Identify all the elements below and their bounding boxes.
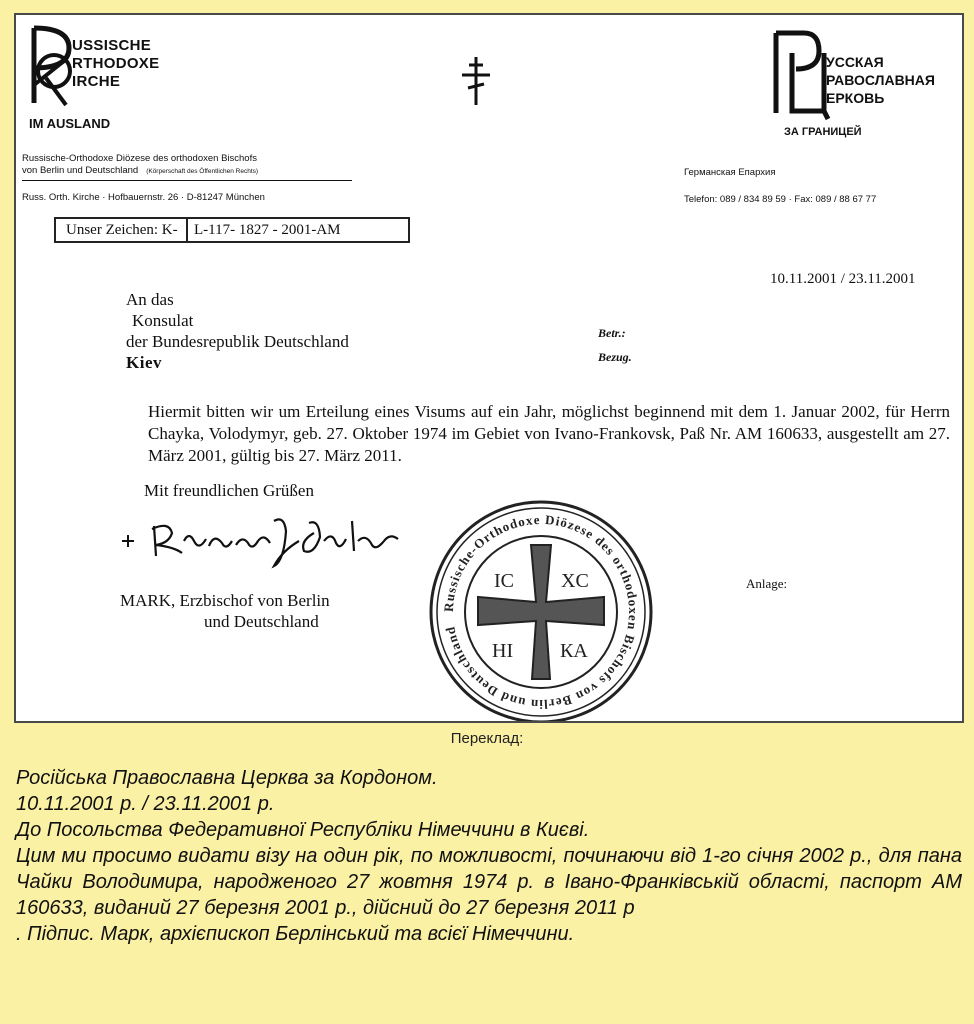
rpc-monogram-icon <box>764 23 834 123</box>
anlage-label: Anlage: <box>746 576 788 591</box>
letter-greeting: Mit freundlichen Grüßen <box>144 481 314 500</box>
logo-right-text <box>826 53 935 107</box>
seal-letters-3: НІ <box>492 640 514 662</box>
recipient-line4: Kiev <box>126 353 162 372</box>
diocese-seal-stamp <box>426 497 656 723</box>
phone-right: Telefon: 089 / 834 89 59 · Fax: 089 / 88 67 77 <box>684 194 877 205</box>
diocese-left-line2: von Berlin und Deutschland <box>22 165 139 176</box>
address-left: Russ. Orth. Kirche · Hofbauernstr. 26 · D-81247 München <box>22 192 265 203</box>
letter-body <box>130 401 950 467</box>
logo-right-line3: ЕРКОВЬ <box>826 90 885 106</box>
signer-block <box>120 590 330 632</box>
subject-labels <box>598 321 632 369</box>
diocese-left <box>22 153 352 181</box>
recipient-line1: An das <box>126 290 174 309</box>
translation-line1: Російська Православна Церква за Кордоном. <box>16 767 438 789</box>
church-logo-right <box>756 23 956 143</box>
translation-line2: 10.11.2001 р. / 23.11.2001 р. <box>16 793 275 815</box>
reference-label: Unser Zeichen: K- <box>56 219 188 241</box>
bezug-label: Bezug. <box>598 350 632 364</box>
signer-line2: und Deutschland <box>204 612 319 631</box>
logo-left-line1: USSISCHE <box>72 37 152 54</box>
seal-letters-4: КА <box>560 640 588 662</box>
recipient-line3: der Bundesrepublik Deutschland <box>126 332 349 351</box>
seal-letters-1: IC <box>494 570 514 592</box>
logo-right-line2: РАВОСЛАВНАЯ <box>826 72 935 88</box>
reference-box <box>54 217 410 243</box>
seal-letters-2: XC <box>561 570 589 592</box>
logo-left-sub: IM AUSLAND <box>29 116 111 131</box>
letter-scan <box>14 13 964 723</box>
translation-caption: Переклад: <box>450 730 524 747</box>
orthodox-cross-icon <box>456 55 496 112</box>
recipient-line2: Konsulat <box>132 311 194 330</box>
betr-label: Betr.: <box>598 326 626 340</box>
church-logo-left <box>24 23 224 131</box>
diocese-left-line1: Russische-Orthodoxe Diözese des orthodoxen Bischofs <box>22 153 257 164</box>
translation-line5: . Підпис. Марк, архієпископ Берлінський та всієї Німеччини. <box>16 923 575 945</box>
logo-right-line1: УССКАЯ <box>826 54 884 70</box>
logo-left-line3: IRCHE <box>72 73 121 90</box>
translation-line4: Цим ми просимо видати візу на один рік, по можливості, починаючи від 1-го січня 2002 р., для пана Чайки Володимира, народженого 27 жовтня 1974 р. в Івано-Франківській області, паспорт АМ 160633, виданий 27 березня 2001 р., дійсний до 27 березня 2011 р <box>16 845 962 919</box>
diocese-left-note: (Körperschaft des Öffentlichen Rechts) <box>146 168 259 175</box>
letter-date: 10.11.2001 / 23.11.2001 <box>770 271 916 287</box>
logo-right-sub: ЗА ГРАНИЦЕЙ <box>784 126 862 138</box>
seal-ring-text: Russische-Orthodoxe Diözese des orthodoxen Bischofs von Berlin und Deutschland <box>440 511 642 713</box>
diocese-right: Германская Епархия <box>684 167 776 178</box>
letter-body-text: Hiermit bitten wir um Erteilung eines Visums auf ein Jahr, möglichst beginnend mit dem 1. Januar 2002, für Herrn Chayka, Volodymyr, geb. 27. Oktober 1974 im Gebiet von Ivano-Frankovsk, Paß Nr. AM 160633, ausgestellt am 27. März 2001, gültig bis 27. März 2011. <box>148 402 950 465</box>
translation-line3: До Посольства Федеративної Республіки Німеччини в Києві. <box>16 819 590 841</box>
signer-line1: MARK, Erzbischof von Berlin <box>120 591 330 610</box>
reference-value: L-117- 1827 - 2001-AM <box>194 222 341 238</box>
logo-left-line2: RTHODOXE <box>72 55 160 72</box>
handwritten-signature <box>114 511 404 576</box>
logo-left-text <box>72 37 159 91</box>
recipient-address <box>126 289 349 373</box>
translation-text <box>16 765 962 947</box>
